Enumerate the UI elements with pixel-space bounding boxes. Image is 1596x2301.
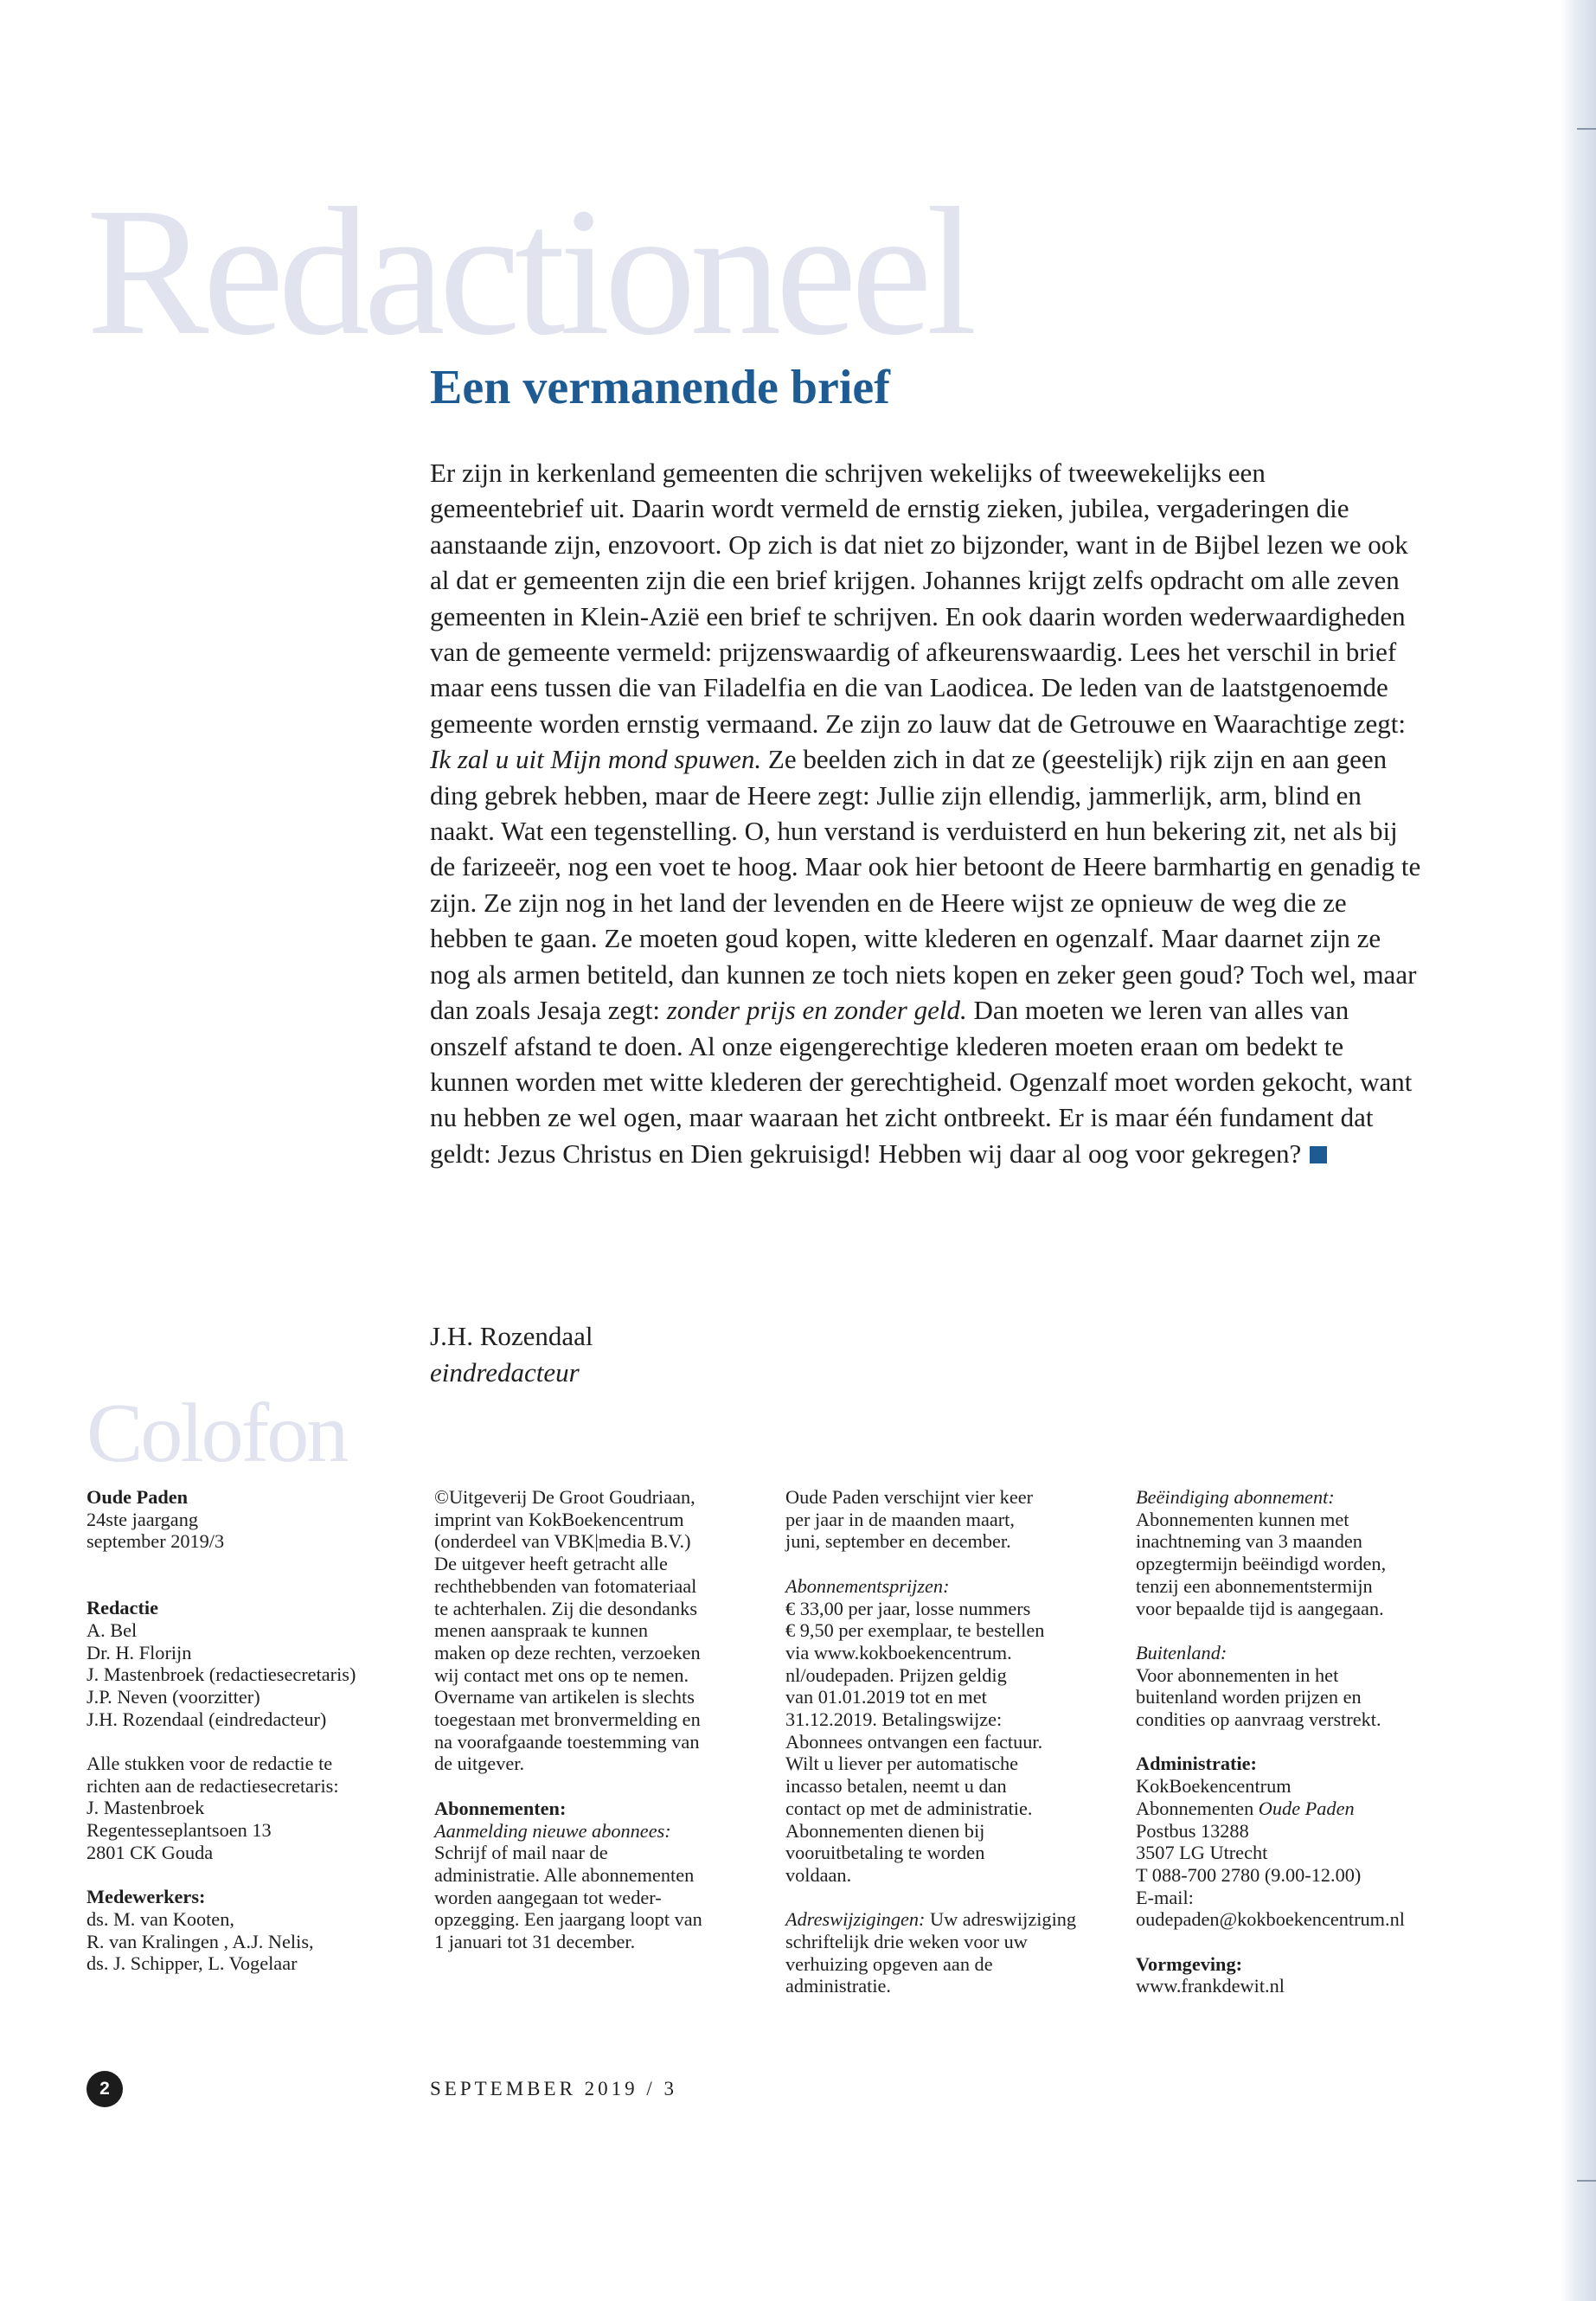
- adres-line: Uw adreswijziging: [925, 1908, 1077, 1931]
- administratie-label: Administratie:: [1136, 1753, 1257, 1775]
- prijzen-line: vooruitbetaling te worden: [785, 1842, 985, 1864]
- colofon-column-2: [434, 1486, 754, 1975]
- redactie-label: Redactie: [87, 1597, 158, 1619]
- section-title: Redactioneel: [87, 170, 971, 373]
- magazine-info: [87, 1486, 407, 1553]
- prijzen-line: contact op met de administratie.: [785, 1797, 1033, 1819]
- prijzen-line: Abonnementen dienen bij: [785, 1819, 985, 1842]
- buitenland-block: [1136, 1642, 1482, 1731]
- copyright-line: te achterhalen. Zij die desondanks: [434, 1597, 697, 1619]
- prijzen-line: Wilt u liever per automatische: [785, 1753, 1019, 1775]
- medewerkers-label: Medewerkers:: [87, 1886, 206, 1908]
- colofon-column-3: [785, 1486, 1106, 2020]
- redactie-member: J.P. Neven (voorzitter): [87, 1685, 260, 1708]
- verschijnt-line: juni, september en december.: [785, 1530, 1011, 1553]
- redactie-member: A. Bel: [87, 1618, 138, 1641]
- copyright-line: Overname van artikelen is slechts: [434, 1686, 695, 1708]
- colofon-title: Colofon: [87, 1387, 347, 1480]
- admin-company: KokBoekencentrum: [1136, 1775, 1292, 1798]
- page-edge-shadow: [1561, 0, 1596, 2301]
- magazine-name: Oude Paden: [87, 1486, 189, 1508]
- adres-label: Adreswijzigingen:: [785, 1908, 926, 1931]
- crop-mark-top: [1577, 128, 1596, 130]
- signature-role: eindredacteur: [430, 1357, 580, 1388]
- page-number-badge: 2: [87, 2071, 123, 2107]
- beeindiging-line: inachtneming van 3 maanden: [1136, 1530, 1362, 1553]
- beeindiging-block: [1136, 1486, 1482, 1619]
- verschijnt-line: Oude Paden verschijnt vier keer: [785, 1486, 1034, 1508]
- abonnementen-block: [434, 1798, 754, 1953]
- verschijnt-line: per jaar in de maanden maart,: [785, 1508, 1015, 1530]
- adres-line: administratie.: [785, 1975, 891, 1997]
- vormgeving-url[interactable]: www.frankdewit.nl: [1136, 1975, 1285, 1997]
- verschijnt-block: [785, 1486, 1106, 1553]
- magazine-issue: september 2019/3: [87, 1530, 225, 1553]
- stukken-block: [87, 1753, 407, 1864]
- stukken-line: Alle stukken voor de redactie te: [87, 1753, 333, 1775]
- aanmelding-line: worden aangegaan tot weder-: [434, 1886, 662, 1908]
- buitenland-line: condities op aanvraag verstrekt.: [1136, 1708, 1381, 1731]
- admin-abon-magazine: Oude Paden: [1258, 1797, 1355, 1819]
- signature-name: J.H. Rozendaal: [430, 1321, 593, 1351]
- prijzen-line: Abonnees ontvangen een factuur.: [785, 1730, 1043, 1753]
- prijzen-line: nl/oudepaden. Prijzen geldig: [785, 1663, 1007, 1686]
- copyright-line: maken op deze rechten, verzoeken: [434, 1641, 701, 1663]
- admin-line: 3507 LG Utrecht: [1136, 1842, 1268, 1864]
- copyright-line: de uitgever.: [434, 1753, 525, 1775]
- copyright-line: ©Uitgeverij De Groot Goudriaan,: [434, 1486, 695, 1508]
- stukken-line: Regentesseplantsoen 13: [87, 1819, 272, 1842]
- admin-line: Postbus 13288: [1136, 1819, 1249, 1842]
- article-text-2: Ze beelden zich in dat ze (geestelijk) rijk zijn en aan geen ding gebrek hebben, maar de Heere zegt: Jullie zijn ellendig, jammerlijk, arm, blind en naakt. Wat een tegenstelling. O, hun verstand is verduisterd en hun bekering zit, net als bij de farizeeër, nog een voet te hoog. Maar ook hier betoont de Heere barmhartig en genadig te zijn. Ze zijn nog in het land der levenden en de Heere wijst ze opnieuw de weg die ze hebben te gaan. Ze moeten goud kopen, witte klederen en ogenzalf. Maar daarnet zijn ze nog als armen betiteld, dan kunnen ze toch niets kopen en zeker geen goud? Toch wel, maar dan zoals Jesaja zegt:: [430, 744, 1421, 1026]
- article-text-1: Er zijn in kerkenland gemeenten die schrijven wekelijks of tweewekelijks een gemeentebrief uit. Daarin wordt vermeld de ernstig zieken, jubilea, vergaderingen die aanstaande zijn, enzovoort. Op zich is dat niet zo bijzonder, want in de Bijbel lezen we ook al dat er gemeenten zijn die een brief krijgen. Johannes krijgt zelfs opdracht om alle zeven gemeenten in Klein-Azië een brief te schrijven. En ook daarin worden wederwaardigheden van de gemeente vermeld: prijzenswaardig of afkeurenswaardig. Lees het verschil in brief maar eens tussen die van Filadelfia en die van Laodicea. De leden van de laatstgenoemde gemeente worden ernstig vermaand. Ze zijn zo lauw dat de Getrouwe en Waarachtige zegt:: [430, 458, 1408, 739]
- copyright-line: (onderdeel van VBK|media B.V.): [434, 1530, 691, 1553]
- article-body: [430, 455, 1425, 1171]
- admin-abon-prefix: Abonnementen: [1136, 1797, 1259, 1819]
- beeindiging-line: voor bepaalde tijd is aangegaan.: [1136, 1597, 1384, 1619]
- prijzen-line: van 01.01.2019 tot en met: [785, 1686, 987, 1708]
- medewerkers-line: ds. M. van Kooten,: [87, 1907, 234, 1930]
- abonnementen-label: Abonnementen:: [434, 1797, 567, 1819]
- medewerkers-line: R. van Kralingen , A.J. Nelis,: [87, 1930, 314, 1952]
- article-quote-1: Ik zal u uit Mijn mond spuwen.: [430, 744, 762, 775]
- prijzen-line: via www.kokboekencentrum.: [785, 1641, 1012, 1663]
- buitenland-line: buitenland worden prijzen en: [1136, 1686, 1362, 1708]
- adres-block: [785, 1908, 1106, 1997]
- footer-issue-label: SEPTEMBER 2019 / 3: [430, 2078, 678, 2099]
- signature: [430, 1318, 593, 1391]
- administratie-block: [1136, 1753, 1482, 1931]
- stukken-line: 2801 CK Gouda: [87, 1841, 214, 1863]
- prijzen-line: 31.12.2019. Betalingswijze:: [785, 1708, 1003, 1731]
- prijzen-line: incasso betalen, neemt u dan: [785, 1775, 1007, 1798]
- buitenland-label: Buitenland:: [1136, 1641, 1227, 1663]
- vormgeving-label: Vormgeving:: [1136, 1952, 1243, 1975]
- redactie-member: Dr. H. Florijn: [87, 1641, 192, 1663]
- admin-line: E-mail:: [1136, 1886, 1194, 1908]
- article-text-3: Dan moeten we leren van alles van onszelf afstand te doen. Al onze eigengerechtige klederen moeten eraan om bedekt te kunnen worden met witte klederen der gerechtigheid. Ogenzalf moet worden gekocht, want nu hebben ze wel ogen, maar waaraan het zicht ontbreekt. Er is maar één fundament dat geldt: Jezus Christus en Dien gekruisigd! Hebben wij daar al oog voor gekregen?: [430, 995, 1413, 1169]
- copyright-line: wij contact met ons op te nemen.: [434, 1663, 689, 1686]
- redactie-member: J. Mastenbroek (redactiesecretaris): [87, 1663, 356, 1686]
- aanmelding-line: opzegging. Een jaargang loopt van: [434, 1908, 702, 1931]
- buitenland-line: Voor abonnementen in het: [1136, 1663, 1339, 1686]
- prijzen-line: € 9,50 per exemplaar, te bestellen: [785, 1619, 1045, 1642]
- stukken-line: J. Mastenbroek: [87, 1797, 205, 1819]
- beeindiging-line: Abonnementen kunnen met: [1136, 1508, 1349, 1530]
- aanmelding-line: Schrijf of mail naar de: [434, 1842, 608, 1864]
- prijzen-block: [785, 1575, 1106, 1887]
- admin-line: T 088-700 2780 (9.00-12.00): [1136, 1863, 1362, 1886]
- admin-email[interactable]: oudepaden@kokboekencentrum.nl: [1136, 1908, 1405, 1931]
- copyright-line: imprint van KokBoekencentrum: [434, 1508, 684, 1530]
- colofon-column-4: [1136, 1486, 1482, 2020]
- beeindiging-line: opzegtermijn beëindigd worden,: [1136, 1553, 1387, 1575]
- aanmelding-line: administratie. Alle abonnementen: [434, 1863, 695, 1886]
- adres-line: schriftelijk drie weken voor uw: [785, 1931, 1028, 1953]
- copyright-line: rechthebbenden van fotomateriaal: [434, 1574, 697, 1597]
- vormgeving-block: [1136, 1953, 1482, 1997]
- magazine-year: 24ste jaargang: [87, 1508, 198, 1530]
- redactie-member: J.H. Rozendaal (eindredacteur): [87, 1708, 327, 1730]
- copyright-line: De uitgever heeft getracht alle: [434, 1553, 668, 1575]
- copyright-line: toegestaan met bronvermelding en: [434, 1708, 701, 1731]
- copyright-line: menen aanspraak te kunnen: [434, 1619, 649, 1642]
- crop-mark-bottom: [1577, 2180, 1596, 2182]
- end-square-icon: [1310, 1146, 1327, 1163]
- copyright-block: [434, 1486, 754, 1775]
- adres-line: verhuizing opgeven aan de: [785, 1952, 993, 1975]
- prijzen-line: voldaan.: [785, 1863, 852, 1886]
- copyright-line: na voorafgaande toestemming van: [434, 1730, 700, 1753]
- stukken-line: richten aan de redactiesecretaris:: [87, 1774, 339, 1797]
- prijzen-line: € 33,00 per jaar, losse nummers: [785, 1597, 1031, 1619]
- medewerkers-block: [87, 1886, 407, 1975]
- prijzen-label: Abonnementsprijzen:: [785, 1574, 950, 1597]
- colofon-column-1: [87, 1486, 407, 1997]
- aanmelding-label: Aanmelding nieuwe abonnees:: [434, 1819, 671, 1842]
- aanmelding-line: 1 januari tot 31 december.: [434, 1931, 636, 1953]
- medewerkers-line: ds. J. Schipper, L. Vogelaar: [87, 1952, 298, 1975]
- beeindiging-label: Beëindiging abonnement:: [1136, 1486, 1335, 1508]
- redactie-block: [87, 1597, 407, 1730]
- article-title: Een vermanende brief: [430, 361, 890, 414]
- article-quote-2: zonder prijs en zonder geld.: [666, 995, 967, 1026]
- beeindiging-line: tenzij een abonnementstermijn: [1136, 1574, 1373, 1597]
